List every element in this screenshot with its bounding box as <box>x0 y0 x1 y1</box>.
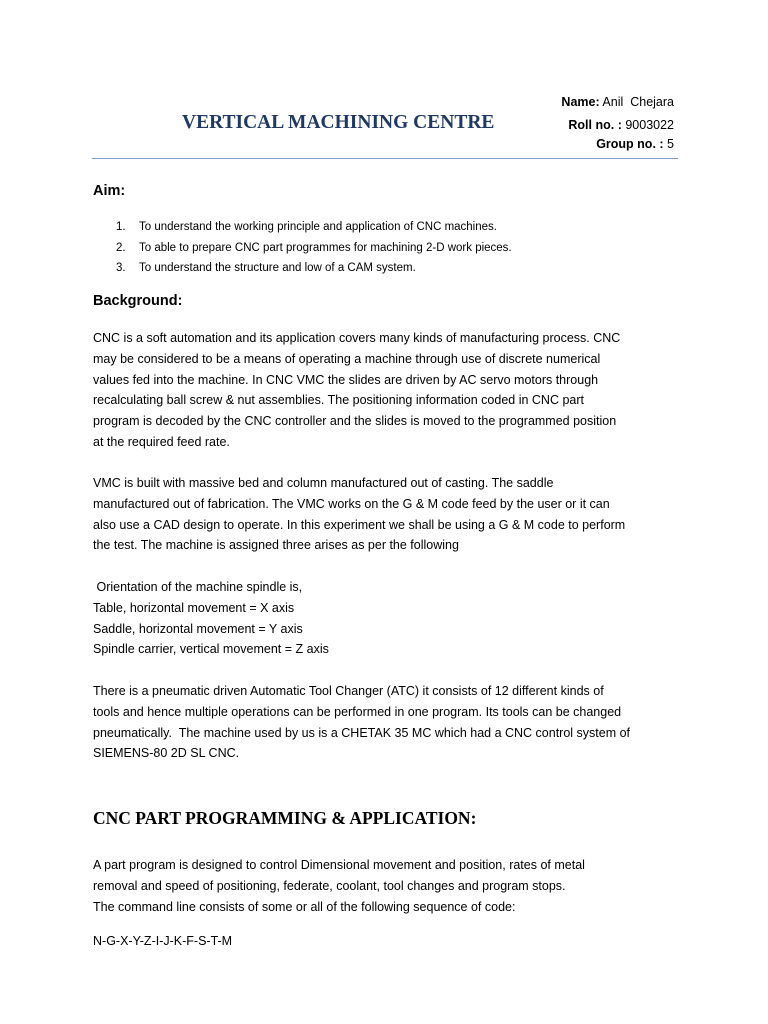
code-sequence: N-G-X-Y-Z-I-J-K-F-S-T-M <box>93 934 233 948</box>
list-item <box>93 217 512 238</box>
text-line: Orientation of the machine spindle is, <box>93 580 303 594</box>
aim-heading: Aim: <box>93 183 126 199</box>
list-item-text: To able to prepare CNC part programmes for machining 2-D work pieces. <box>139 241 512 254</box>
text-line: Saddle, horizontal movement = Y axis <box>93 621 303 636</box>
text-line: SIEMENS-80 2D SL CNC. <box>93 746 240 761</box>
text-line: may be considered to be a means of operating a machine through use of discrete numerical <box>93 351 601 366</box>
document-title: VERTICAL MACHINING CENTRE <box>182 112 495 133</box>
text-line: program is decoded by the CNC controller and the slides is moved to the programmed position <box>93 414 617 429</box>
list-item-number: 3. <box>116 262 126 274</box>
name-label: Name: <box>561 95 600 109</box>
background-paragraph-1 <box>93 328 683 453</box>
background-paragraph-4 <box>93 681 683 764</box>
text-line: the test. The machine is assigned three arises as per the following <box>93 538 459 553</box>
student-name <box>561 95 674 109</box>
background-heading: Background: <box>93 293 183 309</box>
text-line: at the required feed rate. <box>93 434 230 449</box>
text-line: Spindle carrier, vertical movement = Z axis <box>93 642 329 657</box>
axis-orientation-block <box>93 577 683 660</box>
header-divider <box>92 158 678 159</box>
text-line: Table, horizontal movement = X axis <box>93 600 295 615</box>
name-value: Anil Chejara <box>599 95 674 109</box>
roll-number <box>568 118 674 132</box>
list-item <box>93 258 512 279</box>
text-line: manufactured out of fabrication. The VMC works on the G & M code feed by the user or it can <box>93 496 610 511</box>
roll-value: 9003022 <box>621 118 674 132</box>
background-paragraph-2 <box>93 473 683 556</box>
text-line: recalculating ball screw & nut assemblies. The positioning information coded in CNC part <box>93 393 584 408</box>
text-line: A part program is designed to control Dimensional movement and position, rates of metal <box>93 858 585 872</box>
cnc-paragraph <box>93 855 683 917</box>
list-item-number: 1. <box>116 221 126 233</box>
list-item-text: To understand the working principle and application of CNC machines. <box>139 221 497 233</box>
text-line: The command line consists of some or all of the following sequence of code: <box>93 899 516 914</box>
text-line: pneumatically. The machine used by us is a CHETAK 35 MC which had a CNC control system of <box>93 725 631 740</box>
text-line: CNC is a soft automation and its application covers many kinds of manufacturing process. CNC <box>93 331 621 345</box>
group-number <box>596 137 674 151</box>
cnc-section-heading: CNC PART PROGRAMMING & APPLICATION: <box>93 808 477 828</box>
list-item <box>93 238 512 259</box>
text-line: There is a pneumatic driven Automatic Tool Changer (ATC) it consists of 12 different kinds of <box>93 684 604 698</box>
text-line: tools and hence multiple operations can be performed in one program. Its tools can be changed <box>93 704 622 719</box>
list-item-number: 2. <box>116 241 126 254</box>
text-line: VMC is built with massive bed and column manufactured out of casting. The saddle <box>93 476 554 490</box>
text-line: removal and speed of positioning, federate, coolant, tool changes and program stops. <box>93 878 566 893</box>
text-line: also use a CAD design to operate. In this experiment we shall be using a G & M code to perform <box>93 517 626 532</box>
document-header <box>0 92 768 158</box>
text-line: values fed into the machine. In CNC VMC the slides are driven by AC servo motors through <box>93 372 599 387</box>
list-item-text: To understand the structure and low of a CAM system. <box>139 262 416 274</box>
aim-list <box>93 217 512 279</box>
group-value: 5 <box>663 137 674 151</box>
group-label: Group no. : <box>596 137 664 151</box>
roll-label: Roll no. : <box>568 118 622 132</box>
